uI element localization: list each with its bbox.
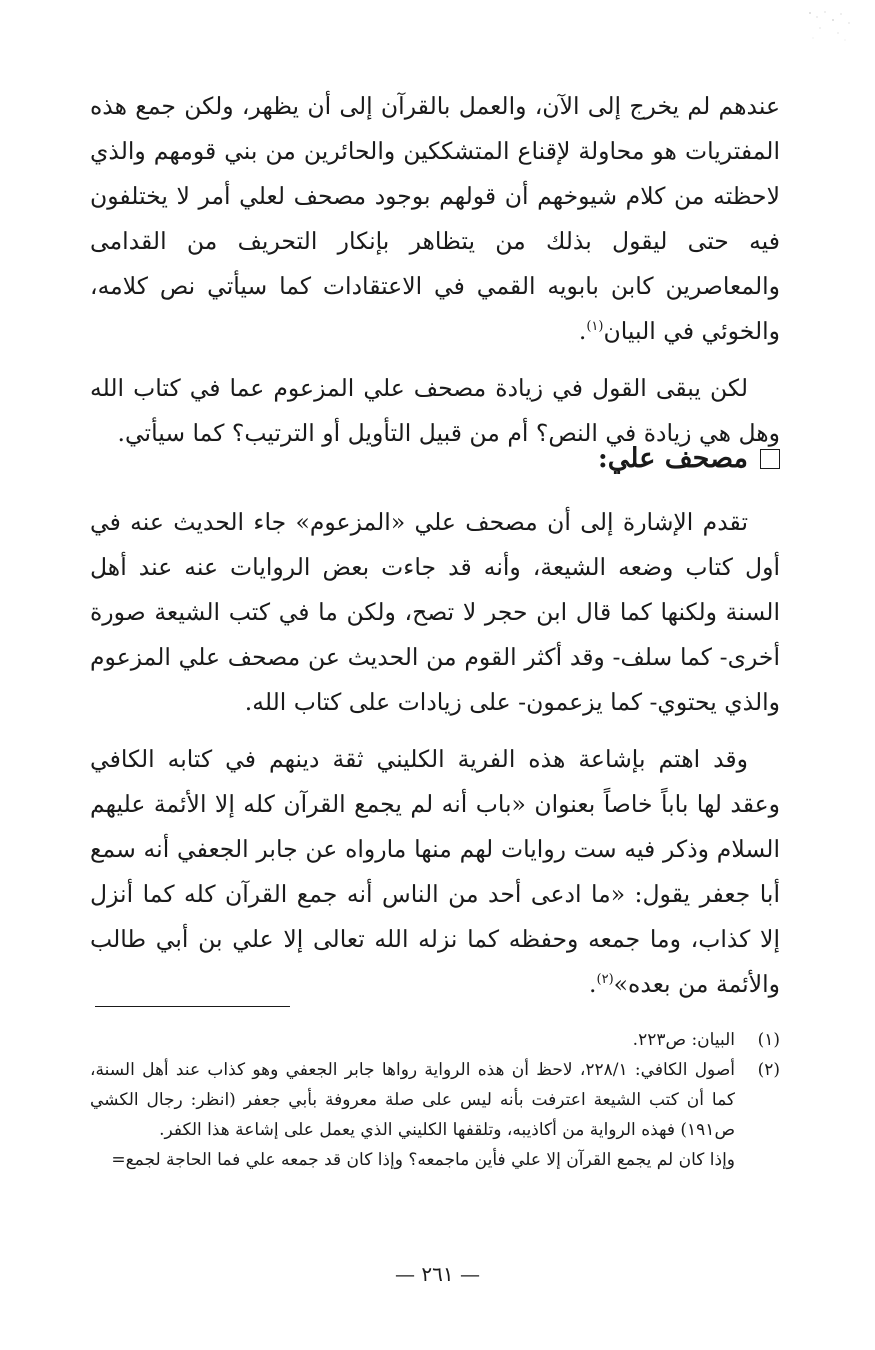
square-bullet-icon <box>760 449 780 469</box>
paragraph-1 <box>90 84 780 354</box>
footnote-ref-2: (٢) <box>596 972 614 988</box>
paragraph-1-text: عندهم لم يخرج إلى الآن، والعمل بالقرآن إلى أن يظهر، ولكن جمع هذه المفتريات هو محاولة لإقناع المتشككين والحائرين من بني قومهم والذي لاحظته من كلام شيوخهم أن قولهم بوجود مصحف لعلي أمر لا يختلفون فيه حتى ليقول بذلك من يتظاهر بإنكار التحريف من القدامى والمعاصرين كابن بابويه القمي في الاعتقادات كما سيأتي نص كلامه، والخوئي في البيان <box>90 92 780 345</box>
paragraph-4-text: وقد اهتم بإشاعة هذه الفرية الكليني ثقة دينهم في كتابه الكافي وعقد لها باباً خاصاً بعنوان «باب أنه لم يجمع القرآن كله إلا الأئمة عليهم السلام وذكر فيه ست روايات لهم منها مارواه عن جابر الجعفي أنه سمع أبا جعفر يقول: «ما ادعى أحد من الناس أنه جمع القرآن كله كما أنزل إلا كذاب، وما جمعه وحفظه كما نزله الله تعالى إلا علي بن أبي طالب والأئمة من بعده» <box>90 745 780 998</box>
footnote-2-continuation: وإذا كان لم يجمع القرآن إلا علي فأين ماجمعه؟ وإذا كان قد جمعه علي فما الحاجة لجمع= <box>111 1150 735 1170</box>
paragraph-4-end: . <box>589 970 597 998</box>
paragraph-block-top <box>90 84 780 456</box>
section-heading-title: مصحف علي: <box>597 443 748 474</box>
section-heading <box>598 443 780 474</box>
footnote-2 <box>90 1055 780 1145</box>
scan-speckle <box>805 8 855 48</box>
footnote-1-number: (١) <box>757 1030 780 1050</box>
footnote-divider <box>95 1006 290 1007</box>
paragraph-4 <box>90 737 780 1007</box>
paragraph-block-bottom <box>90 500 780 1007</box>
paragraph-1-end: . <box>578 317 587 345</box>
footnote-ref-1: (١) <box>586 319 604 335</box>
paragraph-3: تقدم الإشارة إلى أن مصحف علي «المزعوم» جاء الحديث عنه في أول كتاب وضعه الشيعة، وأنه قد جاءت بعض الروايات عنه عند أهل السنة ولكنها كما قال ابن حجر لا تصح، ولكن ما في كتب الشيعة صورة أخرى- كما سلف- وقد أكثر القوم من الحديث عن مصحف علي المزعوم والذي يحتوي- كما يزعمون- على زيادات على كتاب الله. <box>90 508 780 716</box>
footnote-2-text: أصول الكافي: ٢٢٨/١، لاحظ أن هذه الرواية رواها جابر الجعفي وهو كذاب عند أهل السنة، كما أن كتب الشيعة اعترفت بأنه ليس على صلة معروفة بأبي جعفر (انظر: رجال الكشي ص١٩١) فهذه الرواية من أكاذيبه، وتلقفها الكليني الذي يعمل على إشاعة هذا الكفر. <box>90 1060 735 1140</box>
footnote-1 <box>90 1025 780 1055</box>
footnote-2-number: (٢) <box>757 1060 780 1080</box>
footnotes-section <box>90 1025 780 1175</box>
page-number: — ٢٦١ — <box>395 1262 480 1286</box>
paragraph-2: لكن يبقى القول في زيادة مصحف علي المزعوم عما في كتاب الله وهل هي زيادة في النص؟ أم من قبيل التأويل أو الترتيب؟ كما سيأتي. <box>90 374 780 447</box>
footnote-1-text: البيان: ص٢٢٣. <box>632 1030 735 1050</box>
